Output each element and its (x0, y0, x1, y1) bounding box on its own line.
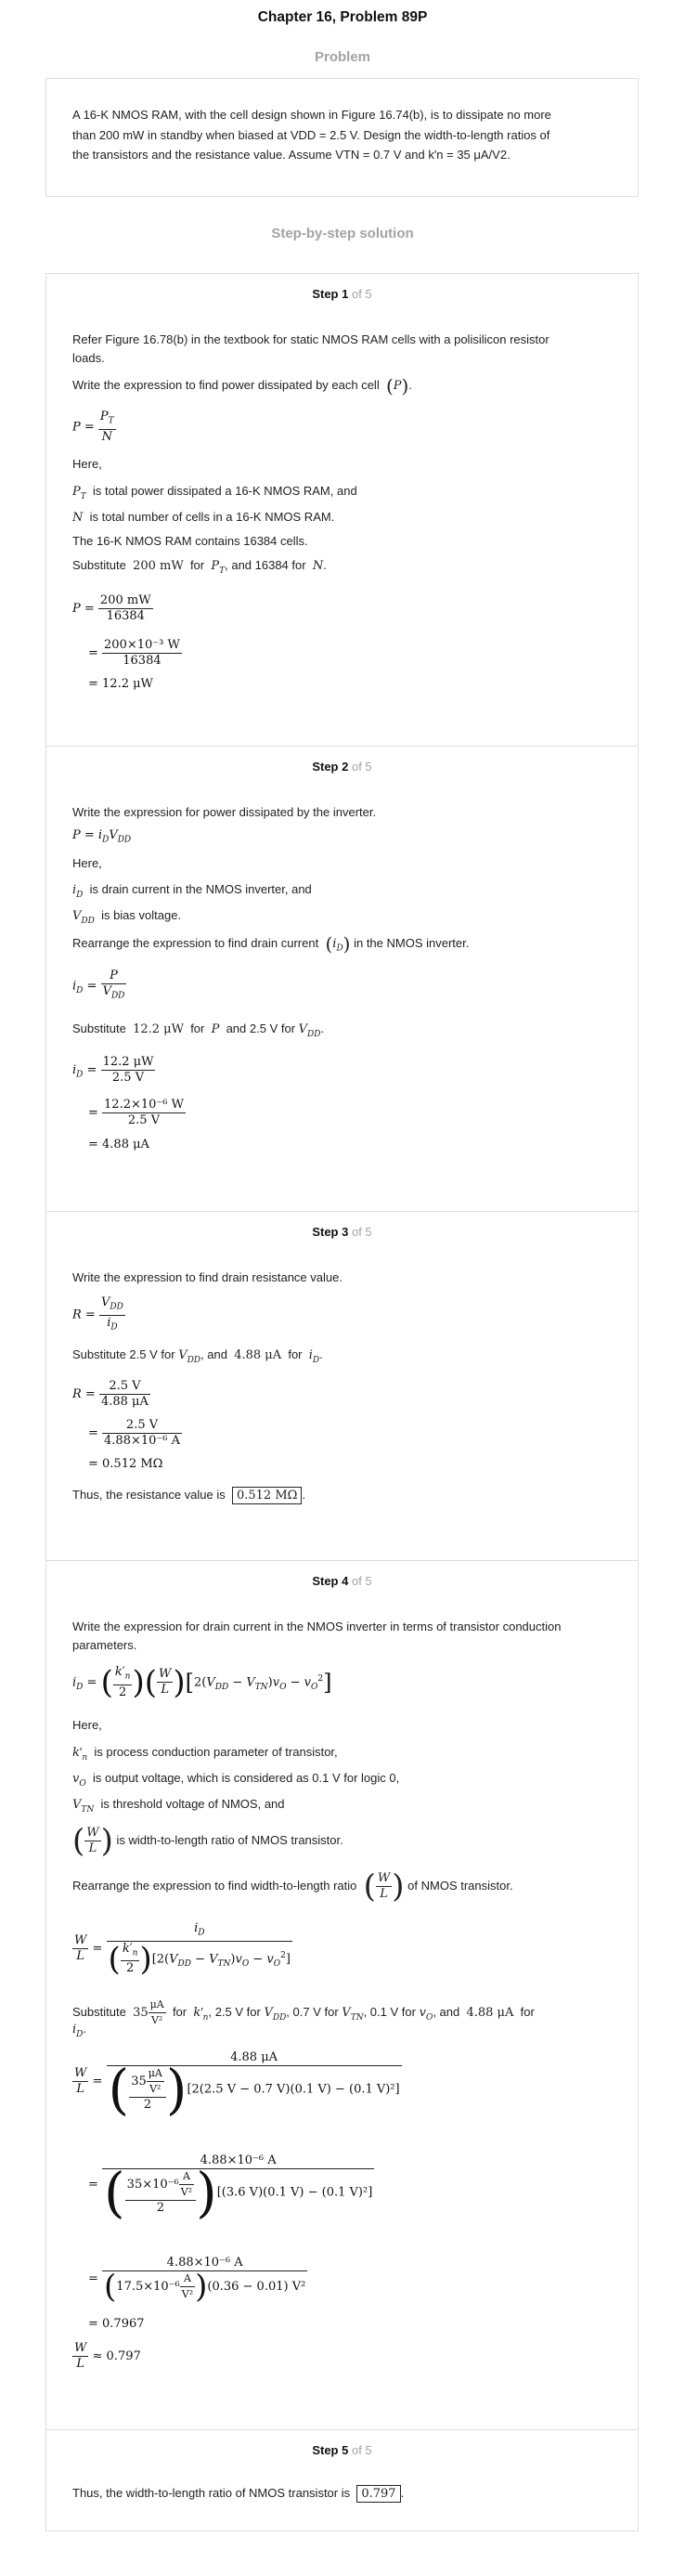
step-text: $V_{TN}$ is threshold voltage of NMOS, and (72, 1797, 285, 1815)
equation: $i_D$ = $\frac{12.2 \mu W}{2.5 V}$ (72, 1055, 154, 1085)
step-text: $V_{DD}$ is bias voltage. (72, 908, 182, 926)
step-text: Rearrange the expression to find drain current $(i_D)$ in the NMOS inverter. (72, 932, 470, 956)
equation: = $\frac{\text{12.2×10⁻⁶ W}}{2.5 V}$ (88, 1098, 184, 1127)
step-text: The 16-K NMOS RAM contains 16384 cells. (72, 534, 308, 548)
step-text: Rearrange the expression to find width-to-length ratio ( $\frac{W}{L}$ ) of NMOS transistor. (72, 1867, 513, 1906)
step-2 (45, 746, 639, 1211)
equation: $i_D$ = $\frac{P}{V_{DD}}$ (72, 969, 125, 1001)
step-text: Substitute 200 mW for $P_T$, and 16384 for N. (72, 558, 327, 576)
step-header: Step 1 of 5 (312, 287, 372, 301)
equation: $\frac{W}{L}$ = 4.88 μA ( 35 $\frac{\mu A}{\text{V²}}$ 2 )[2(2.5 V − 0.7 V)(0.1 V) − (0.1 V)²] (74, 2050, 400, 2121)
step-text: $P_T$ is total power dissipated a 16-K NMOS RAM, and (72, 484, 357, 501)
equation: $\frac{W}{L}$ = $i_D$ ( $\frac{k'_n}{2}$ )$[2(V_{DD} - V_{TN})v_O - v_O^2]$ (74, 1921, 291, 1978)
equation: P = $\frac{P_T}{N}$ (72, 410, 114, 444)
equation: = 4.88×10⁻⁶ A (17.5×10⁻⁶ $\frac{A}{\text{V²}}$ )(0.36 − 0.01) V² (88, 2256, 306, 2306)
equation-result: = 0.512 MΩ (88, 1457, 163, 1471)
step-text: parameters. (72, 1638, 137, 1652)
step-text: ( $\frac{W}{L}$ ) is width-to-length ratio of NMOS transistor. (72, 1822, 343, 1860)
problem-heading: Problem (314, 49, 370, 65)
answer-box: 0.512 MΩ (232, 1487, 302, 1504)
step-text: Here, (72, 1718, 102, 1732)
step-text: Here, (72, 856, 102, 870)
problem-line: than 200 mW in standby when biased at VDD = 2.5 V. Design the width-to-length ratios of (72, 127, 550, 142)
equation: $i_D$ = ( $\frac{k'_n}{2}$ )( $\frac{W}{L}$ )$[2(V_{DD} - V_{TN})v_O - v_O^2]$ (72, 1663, 332, 1701)
problem-line: A 16-K NMOS RAM, with the cell design shown in Figure 16.74(b), is to dissipate no more (72, 108, 551, 122)
step-text: Write the expression to find power dissipated by each cell (P). (72, 374, 412, 397)
step-text: Refer Figure 16.78(b) in the textbook for static NMOS RAM cells with a polisilicon resistor (72, 332, 549, 346)
step-text: $i_D$ is drain current in the NMOS inverter, and (72, 882, 312, 900)
step-text: $k'_n$ is process conduction parameter of transistor, (72, 1745, 338, 1763)
step-text: Write the expression for power dissipated by the inverter. (72, 805, 377, 819)
step-text: Here, (72, 457, 102, 471)
equation: R = $\frac{2.5 V}{4.88 \mu A}$ (72, 1379, 149, 1409)
step-text: loads. (72, 351, 105, 365)
equation: = 4.88×10⁻⁶ A ( 35×10⁻⁶ $\frac{A}{\text{V²}}$ 2 )[(3.6 V)(0.1 V) − (0.1 V)²] (88, 2153, 373, 2224)
step-text: Thus, the width-to-length ratio of NMOS transistor is 0.797 . (72, 2486, 405, 2501)
equation-result: = 0.7967 (88, 2317, 145, 2331)
step-text: Write the expression for drain current in the NMOS inverter in terms of transistor conduction (72, 1620, 562, 1633)
step-header: Step 4 of 5 (312, 1574, 372, 1588)
page-title: Chapter 16, Problem 89P (257, 9, 428, 25)
equation: = $\frac{\text{200×10⁻³ W}}{16384}$ (88, 638, 180, 668)
step-3 (45, 1211, 639, 1560)
step-text: Thus, the resistance value is 0.512 MΩ . (72, 1488, 306, 1503)
step-header: Step 5 of 5 (312, 2443, 372, 2457)
equation-result: = 4.88 μA (88, 1138, 149, 1151)
step-text: Substitute 35 $\frac{\mu A}{\text{V²}}$ for $k'_n$, 2.5 V for $V_{DD}$, 0.7 V for $V_{TN}$, 0.1 V for $v_O$, and 4.88 μA for (72, 1998, 535, 2026)
problem-text (72, 105, 615, 165)
step-text: Substitute 12.2 μW for P and 2.5 V for $V_{DD}$. (72, 1021, 325, 1039)
step-5 (45, 2429, 639, 2531)
problem-line: the transistors and the resistance value. Assume VTN = 0.7 V and k′n = 35 μA/V2. (72, 148, 511, 162)
equation: $P = i_DV_{DD}$ (72, 828, 132, 845)
step-1 (45, 273, 639, 746)
solution-heading: Step-by-step solution (271, 226, 414, 241)
step-text: Substitute 2.5 V for $V_{DD}$, and 4.88 μA for $i_D$. (72, 1347, 323, 1365)
step-text: $i_D$. (72, 2022, 87, 2039)
equation: P = $\frac{200 mW}{16384}$ (72, 593, 151, 623)
step-header: Step 2 of 5 (312, 760, 372, 774)
step-text: $v_O$ is output voltage, which is considered as 0.1 V for logic 0, (72, 1771, 400, 1789)
equation: = $\frac{2.5 V}{\text{4.88×10⁻⁶ A}}$ (88, 1418, 181, 1448)
equation-result: = 12.2 μW (88, 677, 153, 691)
answer-box: 0.797 (356, 2485, 400, 2503)
step-4 (45, 1560, 639, 2429)
step-header: Step 3 of 5 (312, 1225, 372, 1239)
step-text: N is total number of cells in a 16-K NMOS RAM. (72, 510, 335, 525)
equation: $\frac{W}{L}$ ≈ 0.797 (74, 2341, 141, 2371)
step-text: Write the expression to find drain resistance value. (72, 1270, 342, 1284)
equation: R = $\frac{V_{DD}}{i_D}$ (72, 1295, 123, 1333)
